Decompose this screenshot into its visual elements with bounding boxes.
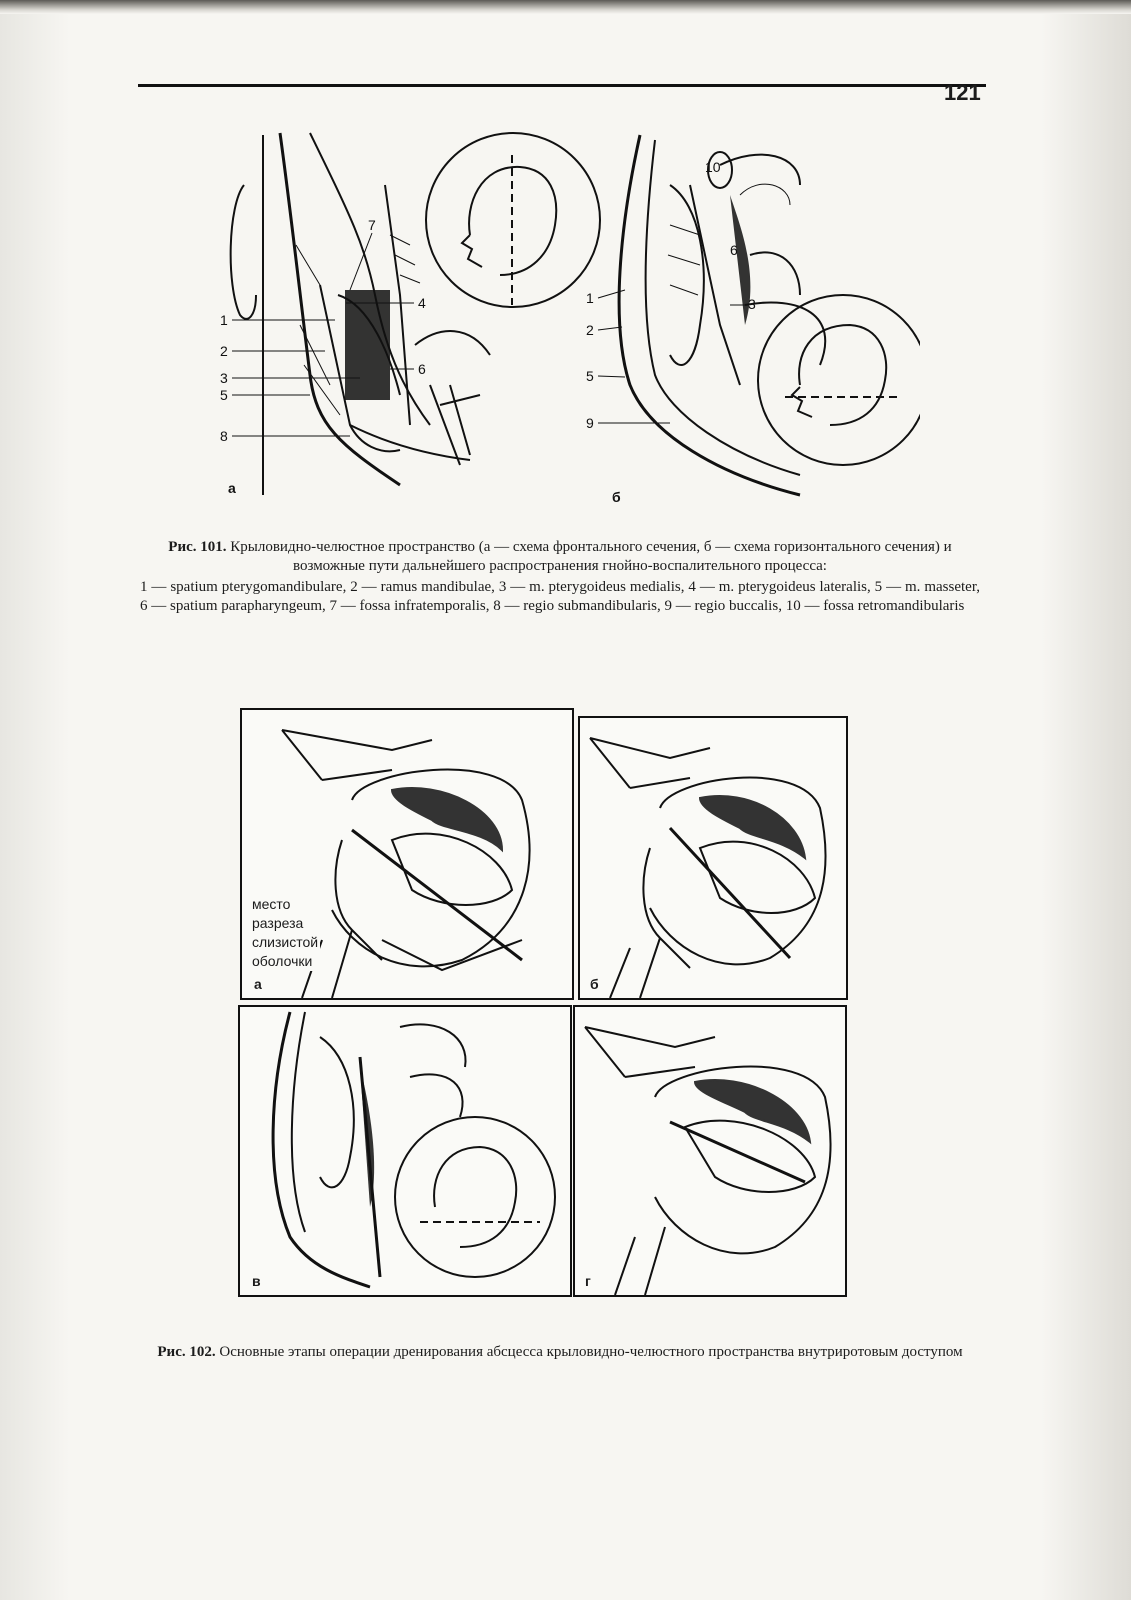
figure-102-caption-prefix: Рис. 102. [157, 1344, 216, 1360]
figure-101-caption-prefix: Рис. 101. [168, 539, 227, 555]
figure-101-drawing [200, 125, 920, 505]
panel-label-b: б [612, 489, 621, 505]
header-rule [138, 84, 986, 87]
figure-101b-labels [586, 159, 756, 505]
figure-102-panel-b [578, 716, 848, 1000]
figure-101 [200, 125, 920, 505]
figure-102-caption-body: Основные этапы операции дренирования абсцесса крыловидно-челюстного пространства внутриротовым доступом [219, 1344, 963, 1360]
incision-label-line-4: оболочки [252, 953, 313, 969]
label-3b: 3 [748, 296, 756, 312]
label-7a: 7 [368, 217, 376, 233]
figure-102-panel-d [573, 1005, 847, 1297]
figure-102-caption [140, 1342, 980, 1362]
label-8a: 8 [220, 428, 228, 444]
incision-label-line-2: разреза [252, 915, 304, 931]
page-number: 121 [944, 80, 981, 105]
panel-letter-a: а [254, 976, 262, 992]
label-2a: 2 [220, 343, 228, 359]
scan-shadow-left [0, 0, 70, 1600]
label-6a: 6 [418, 361, 426, 377]
panel-d-drawing [575, 1007, 845, 1295]
figure-101-caption-body: Крыловидно-челюстное пространство (а — схема фронтального сечения, б — схема горизонтального сечения) и возможные пути дальнейшего распространения гнойно-воспалительного процесса: [230, 539, 952, 574]
panel-letter-d: г [585, 1273, 591, 1289]
figure-101-caption [140, 538, 980, 616]
panel-letter-c: в [252, 1273, 261, 1289]
scan-shadow-right [1041, 0, 1131, 1600]
panel-label-a: а [228, 480, 236, 496]
label-5a: 5 [220, 387, 228, 403]
label-3a: 3 [220, 370, 228, 386]
figure-101-caption-text [140, 538, 980, 576]
frontal-section-illustration [231, 133, 490, 495]
label-6b: 6 [730, 242, 738, 258]
panel-letter-b: б [590, 976, 599, 992]
label-9b: 9 [586, 415, 594, 431]
head-orientation-circle-a [426, 133, 600, 307]
label-1b: 1 [586, 290, 594, 306]
horizontal-section-illustration [619, 135, 825, 495]
label-4a: 4 [418, 295, 426, 311]
label-1a: 1 [220, 312, 228, 328]
label-10b: 10 [705, 159, 721, 175]
figure-102-panel-c [238, 1005, 572, 1297]
figure-101-legend: 1 — spatium pterygomandibulare, 2 — ramus mandibulae, 3 — m. pterygoideus medialis, 4 — m. pterygoideus lateralis, 5 — m. masseter, 6 — spatium parapharyngeum, 7 — fossa infratemporalis, 8 — regio submandibularis, 9 — regio buccalis, 10 — fossa retromandibularis [140, 579, 980, 614]
label-2b: 2 [586, 322, 594, 338]
incision-site-label [250, 895, 320, 971]
panel-c-drawing [240, 1007, 570, 1295]
incision-label-line-1: место [252, 896, 291, 912]
scan-shadow-top [0, 0, 1131, 14]
panel-b-drawing [580, 718, 846, 998]
figure-102-panel-a [240, 708, 574, 1000]
label-5b: 5 [586, 368, 594, 384]
incision-label-line-3: слизистой [252, 934, 319, 950]
head-orientation-circle-b [758, 295, 920, 465]
